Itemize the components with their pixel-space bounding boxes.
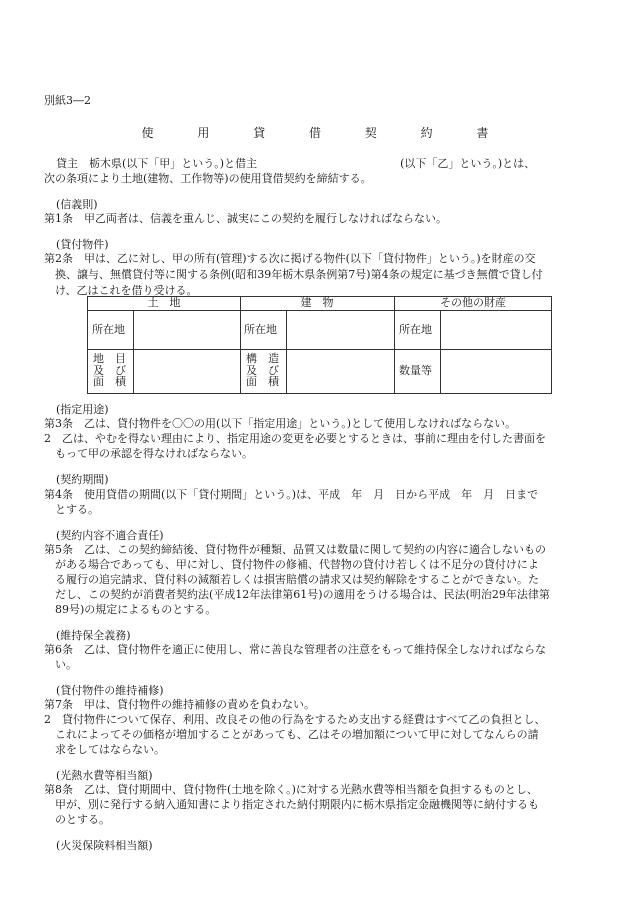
article-text: 第6条 乙は、貸付物件を適正に使用し、常に善良な管理者の注意をもって維持保全しなければならな bbox=[44, 643, 546, 656]
article-text: 第4条 使用貸借の期間(以下「貸付期間」という。)は、平成 年 月 日から平成 年 月 日まで bbox=[44, 488, 539, 501]
article-heading: (火災保険料相当額) bbox=[56, 839, 153, 852]
article-text: 換、譲与、無償貸付等に関する条例(昭和39年栃木県条例第7号)第4条の規定に基づき無償で貸し付 bbox=[44, 268, 543, 281]
article-text: とする。 bbox=[44, 503, 99, 516]
table-header-land: 土 地 bbox=[147, 296, 181, 309]
document-title: 使 用 貸 借 契 約 書 bbox=[141, 126, 509, 140]
article-text: のとする。 bbox=[44, 813, 110, 826]
article-text: 第7条 甲は、貸付物件の維持補修の責めを負わない。 bbox=[44, 698, 315, 711]
article-heading: (貸付物件の維持補修) bbox=[56, 684, 164, 697]
article-text: 第1条 甲乙両者は、信義を重んじ、誠実にこの契約を履行しなければならない。 bbox=[44, 212, 447, 225]
article-text: 第3条 乙は、貸付物件を〇〇の用(以下「指定用途」という。)として使用しなければならない。 bbox=[44, 417, 517, 430]
intro-line: 貸主 栃木県(以下「甲」という。)と借主 (以下「乙」という。)とは、 bbox=[56, 157, 536, 170]
article-text: い。 bbox=[44, 658, 77, 671]
article-heading: (指定用途) bbox=[56, 403, 109, 416]
article-heading: (光熱水費等相当額) bbox=[56, 769, 153, 782]
article-text: 2 乙は、やむを得ない理由により、指定用途の変更を必要とするときは、事前に理由を付した書面を bbox=[44, 432, 546, 445]
article-text: 2 貸付物件について保存、利用、改良その他の行為をするため支出する経費はすべて乙の負担とし、 bbox=[44, 713, 546, 726]
article-text: け、乙はこれを借り受ける。 bbox=[44, 284, 198, 297]
article-text: 求をしてはならない。 bbox=[44, 743, 165, 756]
article-text: 第2条 甲は、乙に対し、甲の所有(管理)する次に掲げる物件(以下「貸付物件」という。)を財産の交 bbox=[44, 252, 536, 265]
article-heading: (貸付物件) bbox=[56, 238, 109, 251]
article-text: だし、この契約が消費者契約法(平成12年法律第61号)の適用をうける場合は、民法(明治29年法律第 bbox=[44, 588, 550, 601]
building-structure-label: 構 造 及 び 面 積 bbox=[246, 352, 279, 388]
article-text: 第5条 乙は、この契約締結後、貸付物件が種類、品質又は数量に関して契約の内容に適合しないもの bbox=[44, 543, 546, 556]
land-location-label: 所在地 bbox=[92, 323, 125, 336]
article-heading: (契約内容不適合責任) bbox=[56, 529, 164, 542]
quantity-label: 数量等 bbox=[399, 364, 432, 377]
article-text: がある場合であっても、甲に対し、貸付物件の修補、代替物の貸付け若しくは不足分の貸付けによ bbox=[44, 558, 539, 571]
article-heading: (維持保全義務) bbox=[56, 629, 131, 642]
article-text: 89号)の規定によるものとする。 bbox=[44, 603, 217, 616]
table-header-building: 建 物 bbox=[300, 296, 334, 309]
article-text: もって甲の承認を得なければならない。 bbox=[44, 447, 253, 460]
table-header-other: その他の財産 bbox=[440, 296, 506, 309]
article-text: これによってその価格が増加することがあっても、乙はその増加額について甲に対してなんらの請 bbox=[44, 728, 539, 741]
building-location-label: 所在地 bbox=[244, 323, 277, 336]
article-text: る履行の追完請求、貸付料の減額若しくは損害賠償の請求又は契約解除をすることができない。た bbox=[44, 573, 539, 586]
article-heading: (契約期間) bbox=[56, 473, 109, 486]
other-location-label: 所在地 bbox=[399, 323, 432, 336]
article-heading: (信義則) bbox=[56, 198, 98, 211]
article-text: 甲が、別に発行する納入通知書により指定された納付期限内に栃木県指定金融機関等に納付するも bbox=[44, 798, 539, 811]
property-table bbox=[87, 296, 552, 394]
article-text: 第8条 乙は、貸付期間中、貸付物件(土地を除く。)に対する光熱水費等相当額を負担するものとし、 bbox=[44, 783, 538, 796]
attachment-ref: 別紙3―2 bbox=[44, 94, 91, 107]
intro-line: 次の条項により土地(建物、工作物等)の使用貸借契約を締結する。 bbox=[44, 172, 372, 185]
land-category-label: 地 目 及 び 面 積 bbox=[93, 352, 126, 388]
